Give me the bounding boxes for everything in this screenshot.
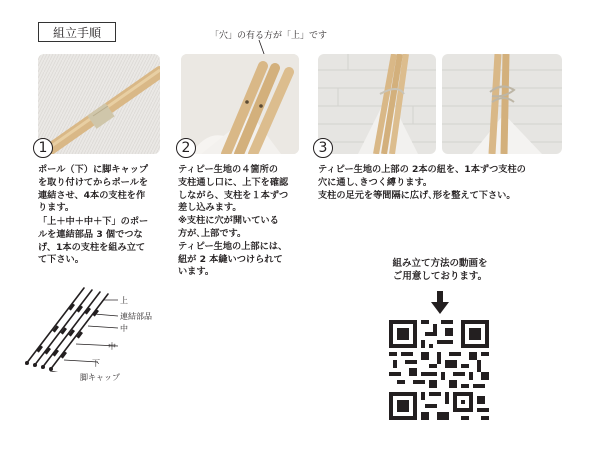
pole-diagram [18, 282, 118, 372]
down-arrow-icon [430, 291, 450, 315]
step1-photo [38, 54, 160, 154]
step2-number: 2 [176, 138, 196, 158]
step2-photo [181, 54, 299, 154]
step3-number: 3 [313, 138, 333, 158]
label-connector: 連結部品 [120, 312, 152, 321]
step1-number: 1 [33, 138, 53, 158]
hole-direction-note: 「穴」の有る方が「上」です [210, 31, 328, 41]
label-bottom: 下 [92, 359, 100, 368]
label-middle-2: 中 [108, 342, 116, 351]
label-middle-1: 中 [120, 324, 128, 333]
step1-text: ポール（下）に脚キャップ を取り付けてからポールを 連結させ、4本の支柱を作 ります。 [38, 164, 149, 214]
step3-photo-right [442, 54, 562, 154]
step2-text: ティピー生地の４箇所の 支柱通し口に、上下を確認 しながら、支柱を１本ずつ 差し込みます。 ※支柱に穴が開いている 方が､上部です。 ティピー生地の上部には、 紐が 2 本縫いつけられて います。 [178, 164, 289, 278]
video-caption: 組み立て方法の動画を ご用意しております。 [392, 258, 488, 282]
label-top: 上 [120, 296, 128, 305]
step3-text: ティピー生地の上部の 2本の紐を、1本ずつ支柱の 穴に通し､きつく縛ります。 支柱の足元を等間隔に広げ､形を整えて下さい。 [318, 164, 526, 201]
step1-subtext: 「上＋中＋中＋下」のポー ルを連結部品 3 個でつな げ、1本の支柱を組み立て て下さい。 [38, 216, 149, 266]
label-foot-cap: 脚キャップ [80, 373, 120, 382]
step3-photo-left [318, 54, 436, 154]
section-title: 組立手順 [38, 22, 116, 42]
qr-code-icon[interactable] [389, 320, 489, 420]
